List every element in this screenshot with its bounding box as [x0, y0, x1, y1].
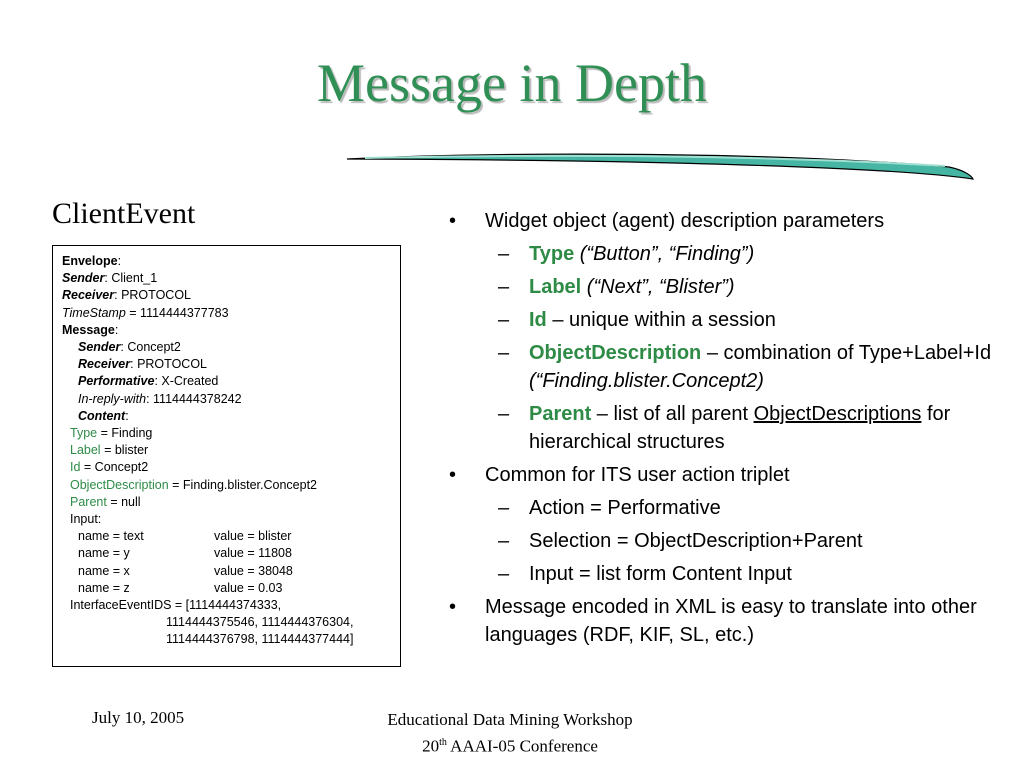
- type-term: Type: [529, 243, 575, 265]
- timestamp-line: [62, 305, 400, 322]
- input-row: [62, 528, 400, 545]
- objdesc-key: ObjectDescription: [70, 477, 169, 492]
- conf-suffix: th: [439, 737, 447, 748]
- decorative-swoosh: [345, 150, 975, 182]
- msg-sender-key: Sender: [78, 340, 121, 355]
- sub-bullet-parent: [445, 400, 1005, 456]
- performative-key: Performative: [78, 374, 155, 389]
- label-line: [62, 442, 400, 459]
- label-key: Label: [70, 443, 101, 458]
- sender-value: : Client_1: [104, 271, 158, 286]
- slide-title: Message in Depth: [317, 53, 707, 113]
- sub-bullet-text: Action = Performative: [529, 497, 721, 519]
- sub-bullet-label: [445, 273, 1005, 301]
- input-row-name: name = text: [78, 529, 144, 544]
- msg-sender-value: : Concept2: [120, 340, 181, 355]
- objdesc-line: [62, 477, 400, 494]
- objdesc-term: ObjectDescription: [529, 342, 702, 364]
- parent-key: Parent: [70, 494, 107, 509]
- bullet-marker: •: [449, 210, 457, 232]
- dash-marker: –: [498, 403, 510, 425]
- input-row-value: value = 11808: [214, 546, 292, 561]
- performative-value: : X-Created: [154, 374, 219, 389]
- msg-receiver-line: [62, 356, 400, 373]
- type-desc: (“Button”, “Finding”): [574, 243, 755, 265]
- footer-conference-line: [280, 731, 740, 758]
- input-row-value: value = 0.03: [214, 580, 283, 595]
- sender-key: Sender: [62, 271, 105, 286]
- sub-bullet-type: [445, 240, 1005, 268]
- input-row-name: name = y: [78, 546, 130, 561]
- dash-marker: –: [498, 309, 510, 331]
- sub-bullet-action: [445, 494, 1005, 522]
- sub-bullet-text: Selection = ObjectDescription+Parent: [529, 530, 863, 552]
- id-key: Id: [70, 460, 81, 475]
- message-line: Message:: [62, 322, 119, 337]
- interface-ids-line-2: 1114444375546, 1114444376304,: [166, 615, 354, 630]
- type-key: Type: [70, 426, 98, 441]
- type-line: [62, 425, 400, 442]
- sub-bullet-text: Input = list form Content Input: [529, 563, 792, 585]
- footer-date: July 10, 2005: [92, 708, 185, 727]
- bullet-xml: [445, 593, 1005, 649]
- bullet-list: [445, 202, 1005, 649]
- sub-bullet-selection: [445, 527, 1005, 555]
- type-value: = Finding: [97, 426, 153, 441]
- footer-conference: [280, 708, 740, 758]
- objdesc-example: (“Finding.blister.Concept2): [529, 370, 764, 392]
- input-row-value: value = blister: [214, 529, 292, 544]
- timestamp-key: TimeStamp: [62, 305, 126, 320]
- sub-bullet-input: [445, 560, 1005, 588]
- conf-number: 20: [422, 736, 440, 756]
- content-line: Content:: [78, 408, 129, 423]
- input-row-name: name = z: [78, 580, 130, 595]
- parent-value: = null: [106, 494, 141, 509]
- performative-line: [62, 373, 400, 390]
- msg-receiver-key: Receiver: [78, 357, 131, 372]
- timestamp-value: = 1114444377783: [125, 305, 229, 320]
- bullet-text: Common for ITS user action triplet: [485, 464, 790, 486]
- client-event-heading: ClientEvent: [52, 197, 196, 230]
- message-code-box: [52, 245, 401, 667]
- input-row-value: value = 38048: [214, 563, 293, 578]
- sub-bullet-objdesc: [445, 339, 1005, 395]
- id-desc: – unique within a session: [546, 309, 776, 331]
- dash-marker: –: [498, 342, 510, 364]
- msg-receiver-value: : PROTOCOL: [130, 357, 207, 372]
- inreply-key: In-reply-with: [78, 391, 147, 406]
- receiver-value: : PROTOCOL: [114, 288, 191, 303]
- bullet-text: Widget object (agent) description parameters: [485, 210, 885, 232]
- label-value: = blister: [100, 443, 149, 458]
- input-row: [62, 580, 400, 597]
- content-label: Content: [78, 408, 126, 423]
- dash-marker: –: [498, 276, 510, 298]
- label-desc: (“Next”, “Blister”): [581, 276, 735, 298]
- bullet-marker: •: [449, 596, 457, 618]
- conf-name: AAAI-05 Conference: [446, 736, 598, 756]
- bullet-widget-params: [445, 207, 1005, 235]
- parent-tail: for hierarchical structures: [529, 403, 951, 453]
- id-value: = Concept2: [80, 460, 149, 475]
- parent-link: ObjectDescriptions: [753, 403, 922, 425]
- objdesc-value: = Finding.blister.Concept2: [168, 477, 318, 492]
- dash-marker: –: [498, 563, 510, 585]
- parent-term: Parent: [529, 403, 592, 425]
- bullet-its-triplet: [445, 461, 1005, 489]
- envelope-line: Envelope:: [62, 254, 122, 268]
- objdesc-desc: – combination of Type+Label+Id: [701, 342, 992, 364]
- interface-ids-line-1: InterfaceEventIDS = [1114444374333,: [70, 598, 282, 613]
- footer-workshop: Educational Data Mining Workshop: [387, 710, 633, 729]
- input-row-name: name = x: [78, 563, 130, 578]
- input-row: [62, 545, 400, 562]
- envelope-label: Envelope: [62, 254, 118, 268]
- parent-desc: – list of all parent: [591, 403, 754, 425]
- sender-line: [62, 270, 400, 287]
- input-row: [62, 563, 400, 580]
- inreply-line: [62, 391, 400, 408]
- inreply-value: : 1114444378242: [146, 391, 242, 406]
- dash-marker: –: [498, 530, 510, 552]
- id-line: [62, 459, 400, 476]
- dash-marker: –: [498, 497, 510, 519]
- interface-ids-line-3: 1114444376798, 1114444377444]: [166, 632, 354, 647]
- receiver-key: Receiver: [62, 288, 115, 303]
- parent-line: [62, 494, 400, 511]
- message-label: Message: [62, 322, 115, 337]
- bullet-text: Message encoded in XML is easy to translate into other languages (RDF, KIF, SL, etc.): [485, 596, 977, 646]
- msg-sender-line: [62, 339, 400, 356]
- dash-marker: –: [498, 243, 510, 265]
- label-term: Label: [529, 276, 582, 298]
- receiver-line: [62, 287, 400, 304]
- bullet-marker: •: [449, 464, 457, 486]
- id-term: Id: [529, 309, 547, 331]
- input-line: Input:: [70, 512, 102, 527]
- sub-bullet-id: [445, 306, 1005, 334]
